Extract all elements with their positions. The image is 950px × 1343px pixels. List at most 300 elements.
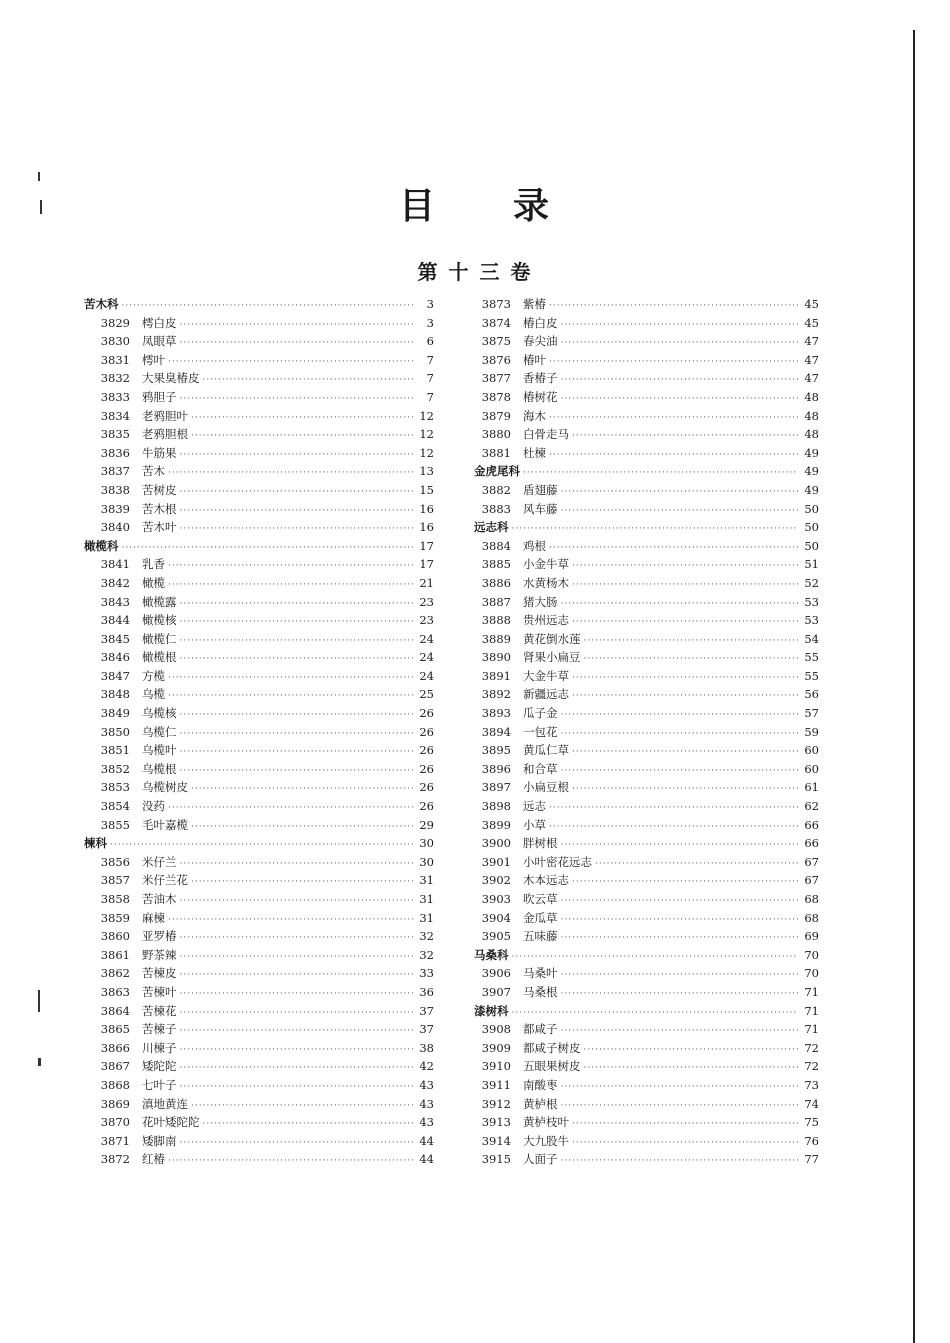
dot-leader: [561, 1097, 799, 1116]
dot-leader: [168, 687, 413, 706]
dot-leader: [549, 353, 798, 372]
dot-leader: [168, 576, 413, 595]
toc-entry[interactable]: [84, 816, 434, 835]
toc-entry[interactable]: [84, 778, 434, 797]
entry-number: 3914: [481, 1133, 511, 1148]
toc-entry[interactable]: [474, 704, 819, 723]
entry-number: 3889: [481, 631, 511, 646]
entry-name: 牛筋果: [142, 445, 177, 460]
page-number: 29: [419, 817, 434, 832]
entry-number: 3880: [481, 427, 511, 442]
toc-entry[interactable]: [474, 1057, 819, 1076]
page-number: 71: [804, 984, 819, 999]
page-number: 26: [419, 761, 434, 776]
page-number: 42: [419, 1059, 434, 1074]
toc-entry[interactable]: [84, 407, 434, 426]
page-number: 15: [419, 482, 434, 497]
dot-leader: [561, 892, 799, 911]
entry-number: 3845: [100, 631, 130, 646]
entry-number: 3858: [100, 892, 130, 906]
toc-entry[interactable]: [474, 314, 819, 333]
toc-entry[interactable]: [84, 983, 434, 1002]
toc-left-column: [84, 295, 434, 1169]
page-number: 24: [419, 650, 434, 665]
entry-number: 3902: [481, 873, 511, 888]
page-number: 16: [419, 501, 434, 516]
dot-leader: [180, 1078, 414, 1097]
entry-number: 3856: [100, 854, 130, 869]
toc-entry[interactable]: [84, 500, 434, 519]
page-number: 53: [804, 613, 819, 628]
toc-entry[interactable]: [84, 314, 434, 333]
toc-entry[interactable]: [84, 1002, 434, 1021]
dot-leader: [561, 1078, 799, 1097]
entry-name: 南酸枣: [523, 1077, 558, 1092]
entry-name: 一包花: [523, 724, 558, 739]
entry-name: 都咸子树皮: [523, 1040, 581, 1055]
toc-entry[interactable]: [84, 927, 434, 946]
dot-leader: [180, 706, 414, 725]
dot-leader: [561, 595, 799, 614]
toc-entry[interactable]: [474, 909, 819, 928]
toc-entry[interactable]: [474, 741, 819, 760]
page-number: 71: [804, 1003, 819, 1018]
entry-number: 3908: [481, 1022, 511, 1037]
page-number: 66: [804, 817, 819, 832]
dot-leader: [180, 855, 414, 874]
entry-number: 3871: [100, 1133, 130, 1148]
entry-name: 紫椿: [523, 297, 546, 311]
dot-leader: [122, 539, 414, 558]
entry-name: 五味藤: [523, 929, 558, 944]
toc-entry[interactable]: [474, 1076, 819, 1095]
toc-entry[interactable]: [84, 611, 434, 630]
dot-leader: [180, 632, 414, 651]
entry-number: 3904: [481, 910, 511, 925]
entry-number: 3829: [100, 315, 130, 330]
toc-entry[interactable]: [84, 1076, 434, 1095]
dot-leader: [180, 446, 414, 465]
toc-entry[interactable]: [84, 425, 434, 444]
toc-entry[interactable]: [474, 388, 819, 407]
page-number: 67: [804, 873, 819, 888]
toc-entry[interactable]: [474, 555, 819, 574]
page-number: 62: [804, 799, 819, 814]
toc-entry[interactable]: [84, 332, 434, 351]
dot-leader: [561, 911, 799, 930]
scan-speck: [38, 1058, 41, 1066]
page-number: 49: [804, 464, 819, 479]
entry-name: 乌榄: [142, 687, 165, 702]
entry-name: 海木: [523, 408, 546, 423]
dot-leader: [561, 316, 799, 335]
toc-entry[interactable]: [474, 797, 819, 816]
entry-number: 3915: [481, 1152, 511, 1167]
toc-entry[interactable]: [474, 927, 819, 946]
entry-number: 3863: [100, 984, 130, 999]
family-name: 苦木科: [84, 297, 119, 311]
dot-leader: [561, 390, 799, 409]
page-number: 47: [804, 352, 819, 367]
page-number: 53: [804, 594, 819, 609]
entry-name: 乌榄根: [142, 761, 177, 776]
dot-leader: [180, 334, 414, 353]
entry-number: 3892: [481, 687, 511, 702]
dot-leader: [168, 799, 413, 818]
dot-leader: [180, 483, 414, 502]
entry-name: 苦楝皮: [142, 966, 177, 981]
entry-name: 米仔兰花: [142, 873, 188, 888]
toc-entry[interactable]: [474, 500, 819, 519]
entry-number: 3870: [100, 1115, 130, 1130]
toc-entry[interactable]: [474, 444, 819, 463]
entry-number: 3832: [100, 371, 130, 386]
page-number: 44: [419, 1152, 434, 1167]
page-number: 12: [419, 408, 434, 423]
family-name: 橄榄科: [84, 538, 119, 553]
page-number: 50: [804, 501, 819, 516]
entry-number: 3898: [481, 799, 511, 814]
dot-leader: [561, 966, 799, 985]
page-number: 70: [804, 947, 819, 962]
entry-number: 3865: [100, 1022, 130, 1037]
page-number: 38: [419, 1040, 434, 1055]
entry-name: 苦油木: [142, 892, 177, 906]
dot-leader: [180, 929, 414, 948]
entry-number: 3883: [481, 501, 511, 516]
toc-entry[interactable]: [474, 1039, 819, 1058]
toc-entry[interactable]: [474, 574, 819, 593]
page-number: 51: [804, 557, 819, 572]
dot-leader: [572, 687, 798, 706]
page-number: 25: [419, 687, 434, 702]
dot-leader: [180, 948, 414, 967]
toc-family-entry[interactable]: [84, 537, 434, 556]
entry-number: 3834: [100, 408, 130, 423]
entry-name: 樗叶: [142, 352, 165, 367]
entry-name: 风车藤: [523, 501, 558, 516]
toc-entry[interactable]: [474, 723, 819, 742]
page-number: 26: [419, 780, 434, 795]
toc-family-entry[interactable]: [84, 834, 434, 853]
page-number: 45: [804, 315, 819, 330]
page-number: 31: [419, 892, 434, 906]
page-number: 44: [419, 1133, 434, 1148]
toc-entry[interactable]: [474, 537, 819, 556]
dot-leader: [523, 464, 798, 483]
page-number: 52: [804, 575, 819, 590]
entry-number: 3886: [481, 575, 511, 590]
entry-number: 3868: [100, 1077, 130, 1092]
page-number: 55: [804, 650, 819, 665]
toc-entry[interactable]: [84, 388, 434, 407]
toc-entry[interactable]: [84, 685, 434, 704]
entry-number: 3912: [481, 1096, 511, 1111]
toc-entry[interactable]: [474, 834, 819, 853]
page-number: 7: [426, 352, 434, 367]
toc-entry[interactable]: [84, 1095, 434, 1114]
toc-family-entry[interactable]: [474, 462, 819, 481]
page-number: 57: [804, 706, 819, 721]
page-number: 7: [426, 371, 434, 386]
toc-family-entry[interactable]: [474, 518, 819, 537]
page-number: 70: [804, 966, 819, 981]
page-number: 55: [804, 668, 819, 683]
toc-entry[interactable]: [84, 574, 434, 593]
entry-number: 3882: [481, 482, 511, 497]
toc-entry[interactable]: [474, 295, 819, 314]
toc-entry[interactable]: [84, 760, 434, 779]
family-name: 漆树科: [474, 1003, 509, 1018]
page-number: 36: [419, 984, 434, 999]
toc-entry[interactable]: [474, 1113, 819, 1132]
page-number: 47: [804, 371, 819, 386]
entry-name: 小叶密花远志: [523, 854, 592, 869]
dot-leader: [561, 985, 799, 1004]
toc-entry[interactable]: [84, 871, 434, 890]
toc-entry[interactable]: [84, 351, 434, 370]
dot-leader: [180, 985, 414, 1004]
dot-leader: [180, 316, 414, 335]
page-number: 24: [419, 631, 434, 646]
entry-number: 3885: [481, 557, 511, 572]
toc-entry[interactable]: [84, 946, 434, 965]
toc-entry[interactable]: [84, 1150, 434, 1169]
toc-entry[interactable]: [84, 890, 434, 909]
dot-leader: [549, 446, 798, 465]
toc-entry[interactable]: [474, 685, 819, 704]
entry-number: 3905: [481, 929, 511, 944]
entry-name: 乌榄核: [142, 706, 177, 721]
entry-number: 3852: [100, 761, 130, 776]
dot-leader: [180, 595, 414, 614]
toc-entry[interactable]: [84, 481, 434, 500]
entry-name: 胖树根: [523, 836, 558, 851]
page-number: 13: [419, 464, 434, 479]
entry-number: 3881: [481, 445, 511, 460]
toc-entry[interactable]: [84, 741, 434, 760]
entry-name: 椿白皮: [523, 315, 558, 330]
entry-number: 3911: [481, 1077, 511, 1092]
entry-name: 椿树花: [523, 389, 558, 404]
entry-name: 黄花倒水莲: [523, 631, 581, 646]
entry-number: 3872: [100, 1152, 130, 1167]
toc-family-entry[interactable]: [474, 1002, 819, 1021]
toc-entry[interactable]: [474, 593, 819, 612]
toc-entry[interactable]: [84, 1057, 434, 1076]
toc-entry[interactable]: [84, 648, 434, 667]
page-number: 31: [419, 910, 434, 925]
toc-entry[interactable]: [474, 611, 819, 630]
toc-entry[interactable]: [84, 1113, 434, 1132]
entry-name: 都咸子: [523, 1022, 558, 1037]
entry-name: 盾翅藤: [523, 482, 558, 497]
toc-entry[interactable]: [474, 407, 819, 426]
toc-entry[interactable]: [84, 555, 434, 574]
page-number: 76: [804, 1133, 819, 1148]
page-number: 37: [419, 1022, 434, 1037]
toc-entry[interactable]: [84, 667, 434, 686]
entry-name: 花叶矮陀陀: [142, 1115, 200, 1130]
entry-number: 3860: [100, 929, 130, 944]
toc-entry[interactable]: [474, 648, 819, 667]
toc-family-entry[interactable]: [84, 295, 434, 314]
page-number: 26: [419, 724, 434, 739]
dot-leader: [180, 725, 414, 744]
toc-right-column: [474, 295, 819, 1169]
entry-number: 3901: [481, 854, 511, 869]
toc-entry[interactable]: [84, 593, 434, 612]
page-number: 43: [419, 1096, 434, 1111]
entry-name: 方榄: [142, 668, 165, 683]
toc-entry[interactable]: [84, 369, 434, 388]
dot-leader: [572, 1115, 798, 1134]
dot-leader: [512, 520, 799, 539]
entry-name: 没药: [142, 799, 165, 814]
toc-entry[interactable]: [474, 1095, 819, 1114]
toc-entry[interactable]: [474, 983, 819, 1002]
toc-entry[interactable]: [474, 630, 819, 649]
page-number: 16: [419, 520, 434, 535]
toc-entry[interactable]: [84, 1039, 434, 1058]
page-number: 26: [419, 706, 434, 721]
page-number: 17: [419, 538, 434, 553]
page-number: 12: [419, 445, 434, 460]
toc-entry[interactable]: [474, 1132, 819, 1151]
entry-name: 白骨走马: [523, 427, 569, 442]
dot-leader: [180, 502, 414, 521]
toc-entry[interactable]: [84, 723, 434, 742]
entry-number: 3893: [481, 706, 511, 721]
entry-name: 七叶子: [142, 1077, 177, 1092]
entry-number: 3875: [481, 334, 511, 349]
entry-name: 五眼果树皮: [523, 1059, 581, 1074]
toc-entry[interactable]: [474, 964, 819, 983]
entry-name: 苦楝花: [142, 1003, 177, 1018]
entry-name: 和合草: [523, 761, 558, 776]
toc-entry[interactable]: [474, 332, 819, 351]
dot-leader: [180, 1059, 414, 1078]
entry-number: 3877: [481, 371, 511, 386]
entry-name: 黄栌枝叶: [523, 1115, 569, 1130]
toc-entry[interactable]: [474, 778, 819, 797]
toc-entry[interactable]: [84, 462, 434, 481]
page-number: 71: [804, 1022, 819, 1037]
entry-number: 3840: [100, 520, 130, 535]
entry-name: 苦木叶: [142, 520, 177, 535]
entry-number: 3859: [100, 910, 130, 925]
entry-number: 3894: [481, 724, 511, 739]
toc-entry[interactable]: [474, 351, 819, 370]
page-number: 24: [419, 668, 434, 683]
toc-entry[interactable]: [84, 1132, 434, 1151]
entry-number: 3861: [100, 947, 130, 962]
entry-number: 3890: [481, 650, 511, 665]
entry-number: 3891: [481, 668, 511, 683]
page-number: 60: [804, 743, 819, 758]
dot-leader: [180, 1022, 414, 1041]
toc-entry[interactable]: [474, 1150, 819, 1169]
toc-entry[interactable]: [474, 853, 819, 872]
entry-name: 滇地黄连: [142, 1096, 188, 1111]
page-number: 48: [804, 408, 819, 423]
toc-entry[interactable]: [474, 425, 819, 444]
page-number: 75: [804, 1115, 819, 1130]
toc-entry[interactable]: [474, 369, 819, 388]
entry-name: 乌榄叶: [142, 743, 177, 758]
dot-leader: [561, 334, 799, 353]
toc-entry[interactable]: [84, 964, 434, 983]
toc-entry[interactable]: [84, 630, 434, 649]
toc-entry[interactable]: [474, 667, 819, 686]
toc-entry[interactable]: [84, 704, 434, 723]
entry-number: 3848: [100, 687, 130, 702]
page-number: 73: [804, 1077, 819, 1092]
page-number: 23: [419, 594, 434, 609]
entry-name: 橄榄核: [142, 613, 177, 628]
page-number: 31: [419, 873, 434, 888]
dot-leader: [168, 353, 413, 372]
entry-name: 金瓜草: [523, 910, 558, 925]
entry-name: 马桑叶: [523, 966, 558, 981]
entry-name: 乌榄树皮: [142, 780, 188, 795]
dot-leader: [561, 483, 799, 502]
dot-leader: [572, 1134, 798, 1153]
page-number: 23: [419, 613, 434, 628]
toc-entry[interactable]: [474, 481, 819, 500]
page-number: 26: [419, 799, 434, 814]
page-title: 目 录: [398, 185, 551, 227]
entry-name: 小扁豆根: [523, 780, 569, 795]
toc-entry[interactable]: [84, 1020, 434, 1039]
page-number: 68: [804, 892, 819, 906]
toc-entry[interactable]: [84, 909, 434, 928]
toc-family-entry[interactable]: [474, 946, 819, 965]
entry-number: 3895: [481, 743, 511, 758]
dot-leader: [561, 1022, 799, 1041]
entry-number: 3843: [100, 594, 130, 609]
dot-leader: [572, 743, 798, 762]
toc-entry[interactable]: [474, 816, 819, 835]
page-number: 59: [804, 724, 819, 739]
toc-entry[interactable]: [474, 760, 819, 779]
entry-name: 老鸦胆叶: [142, 408, 188, 423]
dot-leader: [572, 780, 798, 799]
toc-entry[interactable]: [84, 797, 434, 816]
toc-entry[interactable]: [84, 444, 434, 463]
family-name: 金虎尾科: [474, 464, 520, 479]
entry-number: 3849: [100, 706, 130, 721]
entry-name: 大九股牛: [523, 1133, 569, 1148]
dot-leader: [180, 613, 414, 632]
page-number: 26: [419, 743, 434, 758]
toc-entry[interactable]: [84, 518, 434, 537]
dot-leader: [191, 427, 413, 446]
entry-name: 橄榄露: [142, 594, 177, 609]
entry-name: 乌榄仁: [142, 724, 177, 739]
dot-leader: [180, 520, 414, 539]
entry-number: 3864: [100, 1003, 130, 1018]
dot-leader: [549, 799, 798, 818]
page-number: 45: [804, 297, 819, 311]
toc-entry[interactable]: [474, 1020, 819, 1039]
page-number: 7: [426, 389, 434, 404]
toc-entry[interactable]: [474, 871, 819, 890]
toc-entry[interactable]: [84, 853, 434, 872]
toc-entry[interactable]: [474, 890, 819, 909]
dot-leader: [549, 539, 798, 558]
entry-number: 3903: [481, 892, 511, 906]
